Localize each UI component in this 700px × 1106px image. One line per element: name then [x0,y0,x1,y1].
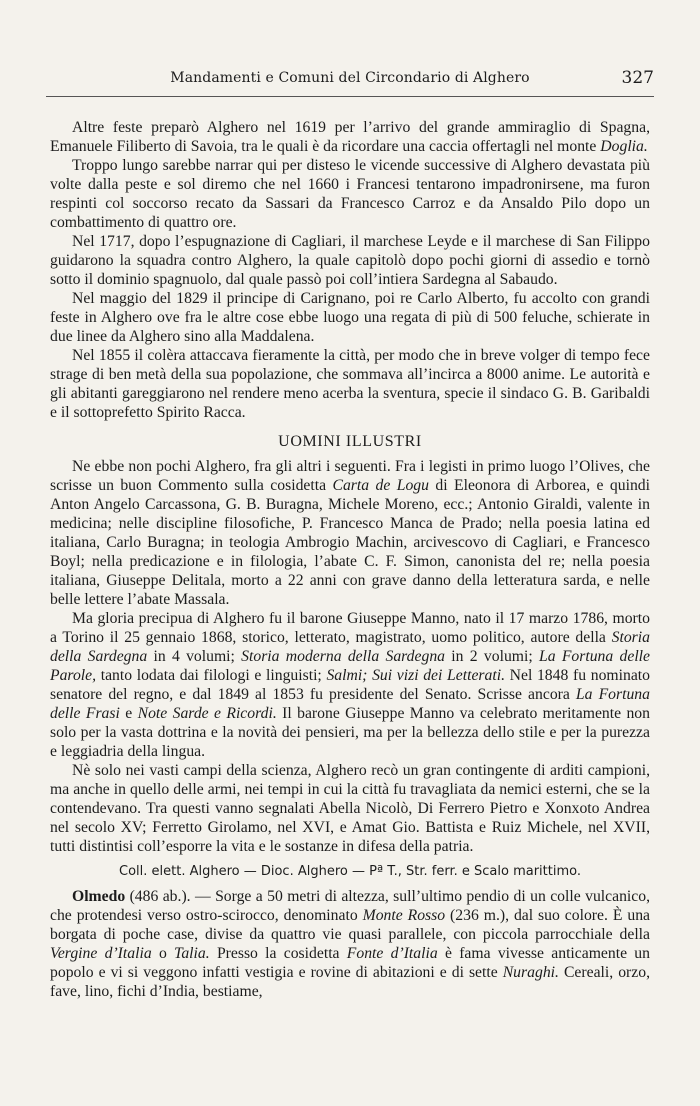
entry-name: Olmedo [72,888,126,905]
running-title: Mandamenti e Comuni del Circondario di Alghero [170,70,530,86]
text-run: di Eleonora di Arborea, e quindi Anton Angelo Carcassona, G. B. Buragna, Michele Moreno, ecc.; Antonio Giraldi, valente in medicina; nelle discipline filosofiche, P. Francesco Manca de Prado; nella poesia latina ed italiana, Carlo Buragna; in teologia Ambrogio Machin, arcivescovo di Cagliari, e Francesco Boyl; nella predicazione e in filologia, l’abate C. F. Simon, canonista del re; nella poesia italiana, Giuseppe Delitala, morto a 22 anni con grave danno della letteratura sarda, e nelle belle lettere l’abate Massala. [50,477,651,608]
italic-run: Nuraghi. [502,964,559,981]
text-run: tanto lodata dai filologi e linguisti; [96,667,327,684]
paragraph-illustri-armi: Nè solo nei vasti campi della scienza, Alghero recò un gran contingente di arditi campioni, ma anche in quello delle armi, nei tempi in cui la città fu travagliata da nemici esterni, che se la contendevano. Tra questi vanno segnalati Abella Nicolò, Di Ferrero Pietro e Xonxoto Andrea nel secolo XV; Ferretto Girolamo, nel XVI, e Amat Gio. Battista e Ruiz Michele, nel XVII, tutti distintisi coll’esporre la vita e le sostanze in difesa della patria. [50,762,650,855]
text-run: Cereali, orzo, fave, lino, fichi d’India, bestiame, [50,964,650,1000]
text-run: Ma gloria precipua di Alghero fu il barone Giuseppe Manno, nato il 17 marzo 1786, morto a Torino il 25 gennaio 1868, storico, letterato, magistrato, uomo politico, autore della [50,610,650,646]
italic-run: Carta de Logu [332,477,429,494]
paragraph-illustri-manno [50,609,650,761]
italic-run: Note Sarde e Ricordi. [137,705,277,722]
text-run: Nel 1848 fu nominato senatore del regno, e dal 1849 al 1853 fu presidente del Senato. Scrisse ancora [50,667,650,703]
italic-run: Vergine d’Italia [50,945,152,962]
text-run: Ne ebbe non pochi Alghero, fra gli altri i seguenti. Fra i legisti in primo luogo l’Olives, che scrisse un buon Commento sulla cosidetta [50,458,650,494]
text-run: in 4 volumi; [147,648,242,665]
italic-run: La Fortuna delle Frasi [50,686,650,722]
paragraph-1717: Nel 1717, dopo l’espugnazione di Cagliari, il marchese Leyde e il marchese di San Filippo guidarono la squadra contro Alghero, la quale capitolò dopo pochi giorni di assedio e tornò sotto il dominio spagnuolo, dal quale passò poi coll’intiera Sardegna al Sabaudo. [50,233,650,288]
paragraph-illustri-1 [50,457,650,609]
paragraph-peste: Troppo lungo sarebbe narrar qui per disteso le vicende successive di Alghero devastata più volte dalla peste e sol diremo che nel 1660 i Francesi tentarono impadronirsene, ma furon respinti col soccorso recato da Sassari da Francesco Carroz e da Ansaldo Pilo dopo un combattimento di quattro ore. [50,157,650,231]
entry-olmedo [50,887,650,1001]
italic-run: La Fortuna delle Parole, [50,648,651,684]
text-run: (486 ab.). — Sorge a 50 metri di altezza, sull’ultimo pendio di un colle vulcanico, che protendesi verso ostro-scirocco, denominato [50,888,650,924]
text-run: e [119,705,138,722]
text-run: in 2 volumi; [445,648,539,665]
collegio-footer-line: Coll. elett. Alghero — Dioc. Alghero — Pª T., Str. ferr. e Scalo marittimo. [119,864,581,879]
text-run: Presso la cosidetta [209,945,347,962]
italic-run: Fonte d’Italia [346,945,438,962]
italic-run: Monte Rosso [362,907,446,924]
text-run: Altre feste preparò Alghero nel 1619 per l’arrivo del grande ammiraglio di Spagna, Emanuele Filiberto di Savoia, tra le quali è da ricordare una caccia offertagli nel monte [50,119,650,155]
italic-run: Talia. [174,945,210,962]
italic-run: Storia della Sardegna [50,629,650,665]
paragraph-colera: Nel 1855 il colèra attaccava fieramente la città, per modo che in breve volger di tempo fece strage di ben metà della sua popolazione, che sommava all’incirca a 8000 anime. Le autorità e gli abitanti gareggiarono nel rendere meno acerba la sventura, specie il sindaco G. B. Garibaldi e il sottoprefetto Spirito Racca. [50,347,650,421]
page-number: 327 [621,68,654,88]
text-run: Il barone Giuseppe Manno va celebrato meritamente non solo per la vasta dottrina e la novità dei pensieri, ma per la bellezza dello stile e per la purezza e leggiadria della lingua. [50,705,650,760]
italic-run: Doglia. [600,138,648,155]
page-header [46,66,654,97]
text-run: è fama vivesse anticamente un popolo e vi si veggono infatti vestigia e rovine di abitazioni e di sette [50,945,650,981]
text-run: o [151,945,175,962]
page-body [50,118,650,1001]
text-run: (236 m.), dal suo colore. È una borgata di poche case, divise da quattro vie quasi parallele, con piccola parrocchiale della [50,907,650,943]
paragraph-feste [50,118,650,156]
italic-run: Storia moderna della Sardegna [241,648,446,665]
paragraph-1829: Nel maggio del 1829 il principe di Carignano, poi re Carlo Alberto, fu accolto con grandi feste in Alghero ove fra le altre cose ebbe luogo una regata di più di 500 feluche, schierate in due linee da Alghero sino alla Maddalena. [50,290,650,345]
section-heading: UOMINI ILLUSTRI [278,433,422,450]
italic-run: Salmi; Sui vizi dei Letterati. [326,667,505,684]
